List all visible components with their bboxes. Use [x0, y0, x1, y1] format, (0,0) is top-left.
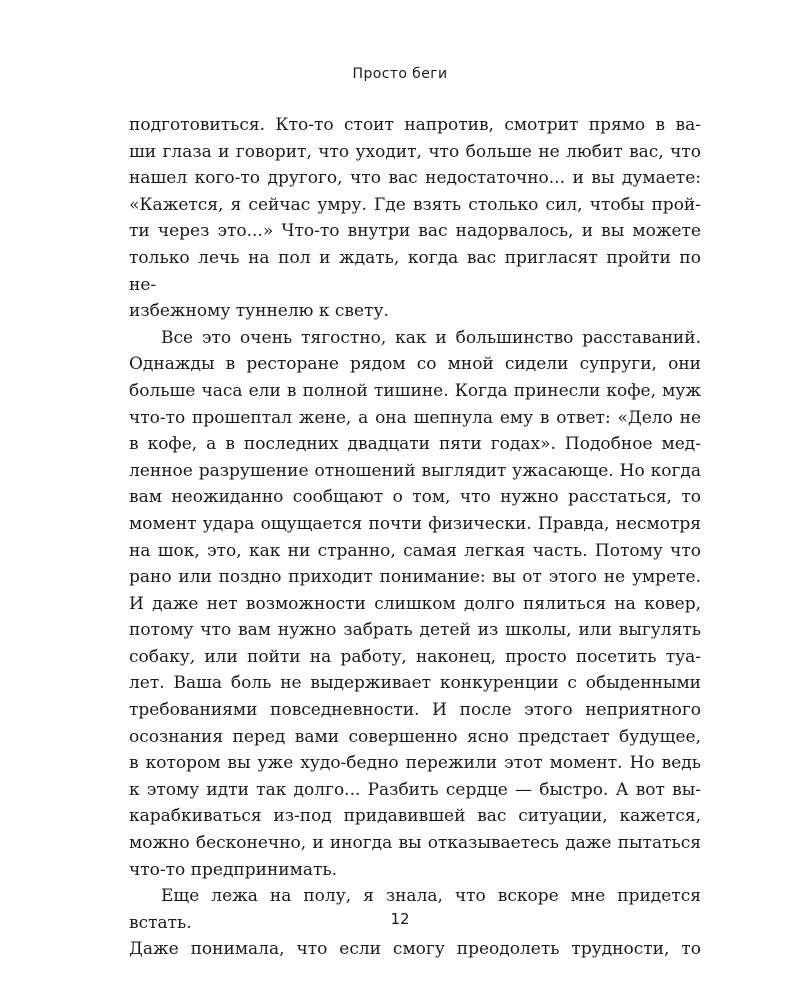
text-line: что-то прошептал жене, а она шепнула ему в ответ: «Дело не: [129, 407, 701, 428]
text-line: к этому идти так долго... Разбить сердце — быстро. А вот вы-: [129, 779, 701, 800]
text-line: избежному туннелю к свету.: [129, 301, 389, 322]
text-line: больше часа ели в полной тишине. Когда принесли кофе, муж: [129, 380, 701, 401]
text-line: ленное разрушение отношений выглядит ужасающе. Но когда: [129, 460, 701, 481]
text-line: Еще лежа на полу, я знала, что вскоре мне придется встать.: [129, 886, 701, 933]
text-line: рано или поздно приходит понимание: вы от этого не умрете.: [129, 567, 701, 588]
text-line: Все это очень тягостно, как и большинство расставаний.: [161, 327, 701, 348]
running-head: Просто беги: [352, 66, 448, 82]
page-number: 12: [390, 910, 410, 928]
text-line: момент удара ощущается почти физически. Правда, несмотря: [129, 513, 701, 534]
text-line: потому что вам нужно забрать детей из школы, или выгулять: [129, 620, 701, 641]
text-line: ши глаза и говорит, что уходит, что больше не любит вас, что: [129, 141, 701, 162]
text-line: только лечь на пол и ждать, когда вас пригласят пройти по не-: [129, 247, 701, 295]
text-line: лет. Ваша боль не выдерживает конкуренции с обыденными: [129, 673, 701, 694]
text-line: ти через это...» Что-то внутри вас надорвалось, и вы можете: [129, 221, 701, 242]
text-line: в котором вы уже худо-бедно пережили этот момент. Но ведь: [129, 753, 701, 774]
text-line: «Кажется, я сейчас умру. Где взять столько сил, чтобы прой-: [129, 194, 701, 215]
text-line: на шок, это, как ни странно, самая легкая часть. Потому что: [129, 540, 701, 561]
text-line: требованиями повседневности. И после этого неприятного: [129, 700, 701, 721]
text-line: вам неожиданно сообщают о том, что нужно расстаться, то: [129, 487, 701, 508]
text-line: в кофе, а в последних двадцати пяти годах». Подобное мед-: [129, 434, 701, 455]
text-line: собаку, или пойти на работу, наконец, просто посетить туа-: [129, 646, 701, 667]
body-text: [129, 112, 701, 963]
text-line: можно бесконечно, и иногда вы отказываетесь даже пытаться: [129, 833, 701, 854]
text-line: что-то предпринимать.: [129, 859, 338, 880]
text-line: осознания перед вами совершенно ясно предстает будущее,: [129, 726, 701, 747]
text-line: карабкиваться из-под придавившей вас ситуации, кажется,: [129, 806, 701, 827]
text-line: И даже нет возможности слишком долго пялиться на ковер,: [129, 593, 701, 614]
text-line: Даже понимала, что если смогу преодолеть трудности, то: [129, 939, 701, 960]
text-line: нашел кого-то другого, что вас недостаточно... и вы думаете:: [129, 168, 701, 189]
text-line: подготовиться. Кто-то стоит напротив, смотрит прямо в ва-: [129, 115, 701, 135]
text-line: Однажды в ресторане рядом со мной сидели супруги, они: [129, 354, 701, 375]
